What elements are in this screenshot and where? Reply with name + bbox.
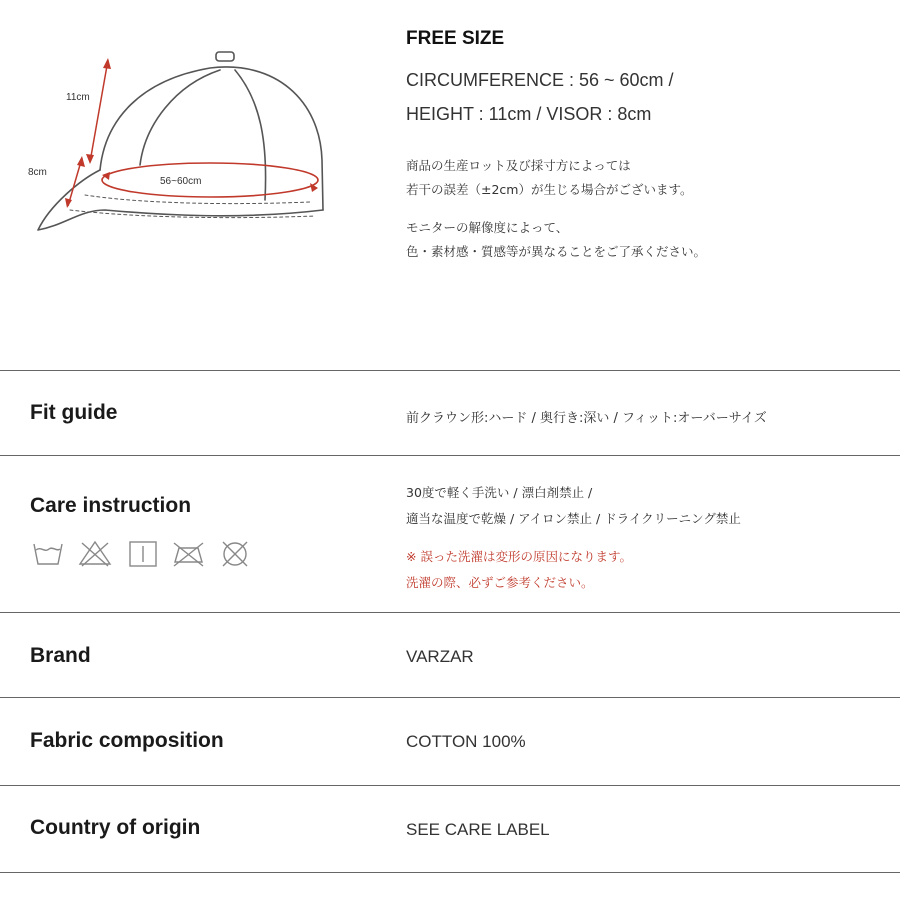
- brand-value: VARZAR: [406, 647, 474, 666]
- size-height-visor: HEIGHT : 11cm / VISOR : 8cm: [406, 104, 652, 124]
- circumference-label: 56~60cm: [160, 176, 202, 187]
- size-circumference: CIRCUMFERENCE : 56 ~ 60cm /: [406, 70, 674, 90]
- fabric-label: Fabric composition: [30, 729, 224, 752]
- size-info: [406, 28, 886, 264]
- hand-wash-icon: [34, 544, 62, 564]
- fit-guide-row: [0, 370, 900, 456]
- size-note-line: 商品の生産ロット及び採寸方によっては: [406, 158, 631, 173]
- fabric-row: [0, 697, 900, 786]
- height-label: 11cm: [66, 92, 90, 103]
- monitor-note-line: モニターの解像度によって、: [406, 220, 569, 235]
- cap-size-diagram: [10, 30, 380, 260]
- origin-label: Country of origin: [30, 816, 201, 839]
- fit-guide-value: 前クラウン形:ハード / 奥行き:深い / フィット:オーバーサイズ: [406, 411, 767, 426]
- dry-flat-icon: [130, 542, 156, 566]
- table-bottom-divider: [0, 872, 900, 873]
- care-symbols: [32, 538, 272, 568]
- care-text-line: 適当な温度で乾燥 / アイロン禁止 / ドライクリーニング禁止: [406, 511, 741, 526]
- monitor-note-line: 色・素材感・質感等が異なることをご了承ください。: [406, 244, 707, 259]
- no-tumble-dry-icon: [174, 543, 203, 566]
- care-text-line: 30度で軽く手洗い / 漂白剤禁止 /: [406, 485, 593, 500]
- care-instruction-row: [0, 455, 900, 611]
- origin-row: [0, 785, 900, 873]
- brand-row: [0, 612, 900, 698]
- fabric-value: COTTON 100%: [406, 732, 526, 751]
- size-section: [0, 0, 900, 370]
- care-instruction-label: Care instruction: [30, 494, 192, 517]
- circumference-ellipse: [102, 163, 318, 197]
- fit-guide-label: Fit guide: [30, 401, 118, 424]
- size-title: FREE SIZE: [406, 28, 505, 49]
- size-note-line: 若干の誤差（±2cm）が生じる場合がございます。: [406, 182, 693, 197]
- care-warning-line: ※ 誤った洗濯は変形の原因になります。: [406, 549, 632, 564]
- visor-label: 8cm: [28, 167, 47, 178]
- care-warning-line: 洗濯の際、必ずご参考ください。: [406, 575, 594, 590]
- no-bleach-icon: [80, 542, 110, 566]
- brand-label: Brand: [30, 644, 91, 667]
- no-dry-clean-icon: [223, 542, 247, 566]
- care-details: [406, 480, 886, 596]
- origin-value: SEE CARE LABEL: [406, 820, 550, 839]
